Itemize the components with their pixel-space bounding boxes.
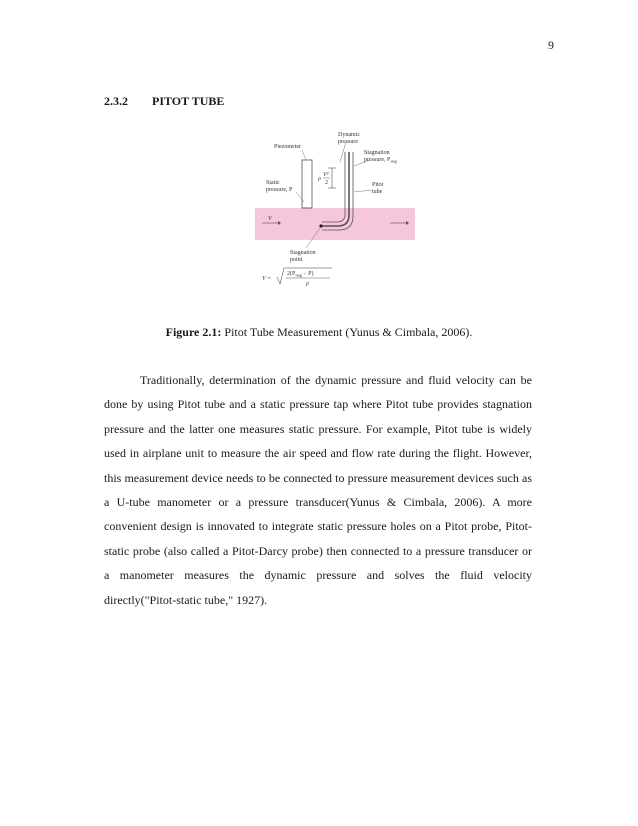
body-paragraph: Traditionally, determination of the dynamic pressure and fluid velocity can be done by using Pitot tube and a static pressure tap where Pitot tube provides stagnation pressure and the latter one measures static pressure. For example, Pitot tube is widely used in airplane unit to measure the air speed and flow rate during the flight. However, this measurement device needs to be connected to pressure measurement devices such as a U-tube manometer or a pressure transducer(Yunus & Cimbala, 2006). A more convenient design is innovated to integrate static pressure holes on a Pitot probe, Pitot-static probe (also called a Pitot-Darcy probe) then connected to a pressure transducer or a manometer measures the dynamic pressure and solves the fluid velocity directly("Pitot-static tube," 1927). [104, 373, 532, 607]
section-heading [104, 94, 224, 109]
label-flow-v: V [268, 216, 272, 222]
page-number: 9 [548, 38, 554, 52]
caption-text: Pitot Tube Measurement (Yunus & Cimbala, 2006). [221, 325, 473, 339]
formula-denominator: ρ [306, 281, 309, 287]
formula-num-tail: − P) [301, 271, 314, 277]
label-stag-point-1: Stagnation [290, 250, 316, 256]
formula-numerator [287, 270, 314, 278]
pitot-tube-figure [250, 130, 420, 300]
section-title: PITOT TUBE [152, 94, 225, 108]
formula-num-sub: stag [295, 272, 302, 278]
label-stagnation-2 [364, 157, 397, 164]
pitot-tube-diagram [250, 130, 420, 300]
label-stag-point-2: point [290, 257, 303, 263]
section-number: 2.3.2 [104, 94, 128, 108]
caption-label: Figure 2.1: [165, 325, 222, 339]
stagnation-point-dot [319, 224, 322, 227]
label-static-1: Static [266, 180, 280, 186]
label-stagnation-2-text: pressure, P [364, 157, 391, 163]
formula-lhs: V = [262, 276, 272, 282]
label-stagnation-sub: stag [390, 158, 397, 164]
formula-num-head: 2(P [287, 271, 296, 277]
piezometer-leader [302, 150, 306, 160]
label-pitot-2: tube [372, 189, 383, 195]
label-two: 2 [325, 180, 328, 186]
label-rho: ρ [318, 176, 321, 182]
label-v-squared: V² [323, 172, 329, 178]
piezometer-tube [302, 160, 312, 208]
label-static-2: pressure, P [266, 187, 293, 193]
label-dynamic-1: Dynamic [338, 132, 360, 138]
figure-caption [0, 325, 638, 340]
label-stagnation-1: Stagnation [364, 150, 390, 156]
pitot-leader [354, 190, 372, 192]
label-piezometer: Piezometer [274, 144, 301, 150]
label-dynamic-2: pressure [338, 139, 358, 145]
label-pitot-1: Pitot [372, 182, 384, 188]
